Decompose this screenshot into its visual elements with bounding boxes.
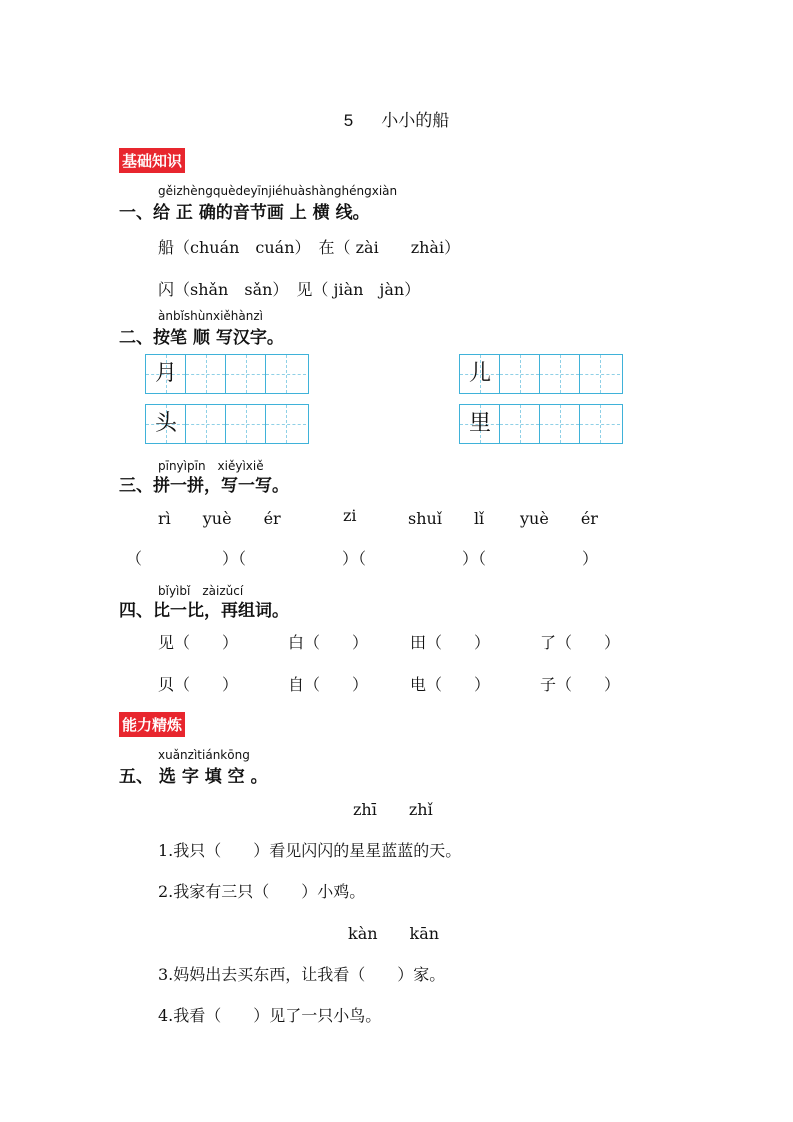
q4-item[interactable]: 子（ ） [540,675,621,694]
grid-cell[interactable] [186,405,226,443]
grid-cell [146,355,186,393]
q3-word-3: shuǐ lǐ [408,509,485,528]
grid-cell[interactable] [580,355,620,393]
q5-sentence-1[interactable]: 1.我只（ ）看见闪闪的星星蓝蓝的天。 [158,841,462,860]
q1-pinyin: gěizhèngquèdeyīnjiéhuàshànghéngxiàn [158,184,398,198]
grid-cell[interactable] [186,355,226,393]
q2-heading: 二、按笔 顺 写汉字。 [119,328,284,348]
grid-cell[interactable] [226,355,266,393]
grid-cell[interactable] [500,405,540,443]
q4-item[interactable]: 田（ ） [410,633,491,652]
q5-options-1: zhī zhǐ [353,800,433,819]
q4-item[interactable]: 见（ ） [158,633,239,652]
q3-word-2: zi [343,506,357,525]
q3-word-1: rì yuè ér [158,509,281,528]
q5-sentence-4[interactable]: 4.我看（ ）见了一只小鸟。 [158,1006,382,1025]
model-char: 儿 [468,361,491,386]
q3-pinyin: pīnyìpīn xiěyìxiě [158,459,264,473]
grid-cell[interactable] [540,405,580,443]
q4-item[interactable]: 电（ ） [410,675,491,694]
grid-cell[interactable] [540,355,580,393]
q5-sentence-3[interactable]: 3.妈妈出去买东西，让我看（ ）家。 [158,965,446,984]
q2-pinyin: ànbǐshùnxiěhànzì [158,309,263,323]
q4-pinyin: bǐyìbǐ zàizǔcí [158,584,244,598]
lesson-title: 小小的船 [381,111,450,131]
grid-cell [460,405,500,443]
writing-grid-3[interactable] [145,404,309,444]
q1-line-1: 船（chuán cuán） 在（ zài zhài） [158,238,461,257]
q1-heading: 一、给 正 确的音节画 上 横 线。 [119,203,370,223]
section-tag-ability: 能力精炼 [119,712,185,737]
q4-heading: 四、比一比，再组词。 [119,601,289,621]
model-char: 头 [154,411,177,436]
grid-cell [460,355,500,393]
lesson-number: 5 [343,111,354,130]
grid-cell[interactable] [500,355,540,393]
q5-heading: 五、 选 字 填 空 。 [119,767,268,787]
q3-answer-blanks[interactable]: （ ）（ ）（ ）（ ） [126,549,599,568]
q5-options-2: kàn kān [348,924,440,943]
q4-item[interactable]: 自（ ） [288,675,369,694]
q5-pinyin: xuǎnzìtiánkōng [158,748,250,762]
grid-cell[interactable] [226,405,266,443]
q1-line-2: 闪（shǎn sǎn） 见（ jiàn jàn） [158,280,421,299]
q4-item[interactable]: 贝（ ） [158,675,239,694]
grid-cell[interactable] [266,355,306,393]
writing-grid-4[interactable] [459,404,623,444]
grid-cell [146,405,186,443]
q5-sentence-2[interactable]: 2.我家有三只（ ）小鸡。 [158,882,366,901]
page-title [0,106,793,131]
grid-cell[interactable] [266,405,306,443]
q3-heading: 三、拼一拼，写一写。 [119,476,289,496]
q4-item[interactable]: 白（ ） [288,633,369,652]
grid-cell[interactable] [580,405,620,443]
writing-grid-1[interactable] [145,354,309,394]
model-char: 月 [154,361,177,386]
section-tag-basic: 基础知识 [119,148,185,173]
q3-word-4: yuè ér [520,509,598,528]
model-char: 里 [468,411,491,436]
q4-item[interactable]: 了（ ） [540,633,621,652]
writing-grid-2[interactable] [459,354,623,394]
